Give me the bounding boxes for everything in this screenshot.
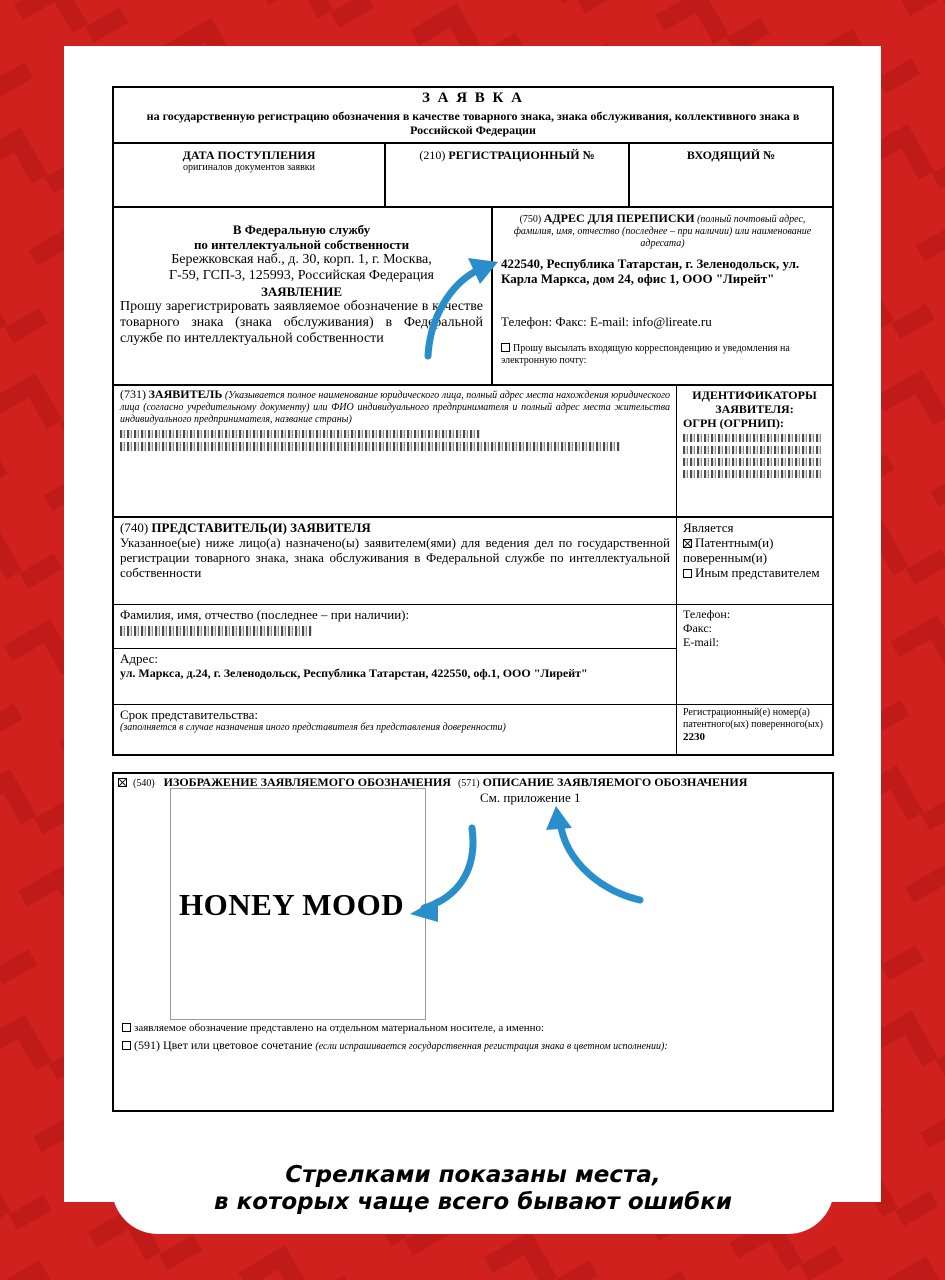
applicant-code: (731) — [120, 387, 146, 401]
ogrn-label: ОГРН (ОГРНИП): — [683, 416, 784, 430]
banner-line-1: Стрелками показаны места, — [285, 1162, 661, 1188]
agency-address-2: Г-59, ГСП-3, 125993, Российская Федерация — [169, 268, 434, 283]
application-form — [112, 86, 834, 756]
correspondence-address: 422540, Республика Татарстан, г. Зеленодольск, ул. Карла Маркса, дом 24, офис 1, ООО "Лирейт" — [501, 256, 800, 286]
registration-code: (210) — [419, 148, 446, 162]
designation-form — [112, 772, 834, 1112]
color-checkbox[interactable] — [122, 1041, 131, 1050]
rep-address-label: Адрес: — [120, 651, 158, 666]
mark-text: HONEY MOOD — [179, 887, 405, 922]
form-header — [114, 90, 832, 137]
description-code: (571) — [457, 778, 480, 789]
image-code: (540) — [133, 778, 155, 789]
rep-phone-label: Телефон: — [683, 607, 731, 621]
rep-email-label: E-mail: — [683, 635, 719, 649]
redacted-ogrn-3 — [683, 458, 823, 466]
redacted-ogrn-4 — [683, 470, 823, 478]
term-hint: (заполняется в случае назначения иного представителя без представления доверенности) — [120, 722, 506, 733]
statement-text: Прошу зарегистрировать заявляемое обозначение в качестве товарного знака (знака обслуживания) в Федеральной службе по интеллектуальной собственности — [120, 299, 483, 346]
agency-line-2: по интеллектуальной собственности — [193, 237, 410, 252]
fio-label: Фамилия, имя, отчество (последнее – при наличии): — [120, 607, 410, 622]
patent-attorney-checkbox[interactable] — [683, 539, 692, 548]
representative-label: ПРЕДСТАВИТЕЛЬ(И) ЗАЯВИТЕЛЯ — [151, 520, 371, 535]
mark-image-box — [170, 788, 426, 1020]
agency-line-1: В Федеральную службу — [232, 222, 371, 237]
receipt-date-label: ДАТА ПОСТУПЛЕНИЯ — [182, 148, 316, 162]
rep-address-value: ул. Маркса, д.24, г. Зеленодольск, Республика Татарстан, 422550, оф.1, ООО "Лирейт" — [120, 666, 588, 680]
receipt-date-cell — [114, 142, 384, 206]
term-label: Срок представительства: — [120, 707, 259, 722]
rep-address-cell — [114, 648, 676, 704]
material-carrier-checkbox[interactable] — [122, 1023, 131, 1032]
correspondence-hint: (полный почтовый адрес, фамилия, имя, отчество (последнее – при наличии) или наименование адресата) — [513, 214, 812, 249]
tip-banner — [112, 1142, 834, 1234]
other-representative-label: Иным представителем — [695, 565, 820, 580]
correspondence-contacts: Телефон: Факс: E-mail: info@lireate.ru — [501, 314, 712, 329]
correspondence-cell — [491, 206, 832, 384]
color-row — [122, 1038, 822, 1053]
other-representative-checkbox[interactable] — [683, 569, 692, 578]
representative-cell — [114, 516, 676, 604]
correspondence-label: АДРЕС ДЛЯ ПЕРЕПИСКИ — [543, 211, 695, 225]
form-subtitle: на государственную регистрацию обозначения в качестве товарного знака, знака обслуживания, коллективного знака в Российской Федерации — [146, 109, 800, 137]
registration-number-cell — [384, 142, 628, 206]
applicant-hint: (Указывается полное наименование юридического лица, полный адрес места нахождения юридического лица (согласно учредительному документу) или ФИО индивидуального предпринимателя и полный адрес места жительства индивидуального предпринимателя, название страны) — [120, 390, 670, 425]
description-label: ОПИСАНИЕ ЗАЯВЛЯЕМОГО ОБОЗНАЧЕНИЯ — [482, 775, 748, 789]
regnum-value: 2230 — [683, 731, 705, 743]
regnum-cell — [676, 704, 832, 756]
description-value: См. приложение 1 — [480, 790, 581, 805]
applicant-ids-label: ИДЕНТИФИКАТОРЫ ЗАЯВИТЕЛЯ: — [692, 388, 817, 416]
is-label: Является — [683, 520, 734, 535]
banner-line-2: в которых чаще всего бывают ошибки — [214, 1189, 732, 1215]
redacted-applicant-line-1 — [120, 430, 480, 438]
applicant-ids-cell — [676, 384, 832, 516]
rep-fax-label: Факс: — [683, 621, 712, 635]
patent-attorney-label: Патентным(и) поверенным(и) — [683, 535, 774, 565]
color-hint: (если испрашивается государственная регистрация знака в цветном исполнении): — [315, 1041, 668, 1052]
fio-cell — [114, 604, 676, 648]
material-note-text: заявляемое обозначение представлено на отдельном материальном носителе, а именно: — [134, 1022, 545, 1034]
material-note — [122, 1022, 822, 1035]
redacted-ogrn-1 — [683, 434, 823, 442]
term-cell — [114, 704, 676, 756]
incoming-number-cell — [628, 142, 832, 206]
rep-contacts-cell — [676, 604, 832, 704]
redacted-ogrn-2 — [683, 446, 823, 454]
registration-label: РЕГИСТРАЦИОННЫЙ № — [448, 148, 595, 162]
form-title: З А Я В К А — [421, 90, 525, 106]
incoming-label: ВХОДЯЩИЙ № — [686, 148, 776, 162]
representative-code: (740) — [120, 520, 149, 535]
representative-type-cell — [676, 516, 832, 604]
email-consent-checkbox[interactable] — [501, 343, 510, 352]
regnum-label: Регистрационный(е) номер(а) патентного(ых) поверенного(ых) — [683, 707, 823, 730]
image-checkbox[interactable] — [118, 778, 127, 787]
agency-address-1: Бережковская наб., д. 30, корп. 1, г. Москва, — [171, 252, 432, 267]
email-consent-label: Прошу высылать входящую корреспонденцию и уведомления на электронную почту: — [501, 343, 790, 366]
agency-cell — [114, 206, 491, 384]
applicant-cell — [114, 384, 676, 516]
color-label: (591) Цвет или цветовое сочетание — [134, 1038, 313, 1052]
representative-text: Указанное(ые) ниже лицо(а) назначено(ы) заявителем(ями) для ведения дел по государственной регистрации товарного знака, знака обслуживания в Федеральной службе по интеллектуальной собственности — [120, 535, 670, 580]
image-label: ИЗОБРАЖЕНИЕ ЗАЯВЛЯЕМОГО ОБОЗНАЧЕНИЯ — [163, 775, 451, 789]
redacted-applicant-line-2 — [120, 442, 620, 451]
statement-label: ЗАЯВЛЕНИЕ — [260, 284, 343, 299]
applicant-label: ЗАЯВИТЕЛЬ — [148, 387, 223, 401]
redacted-fio — [120, 626, 312, 636]
receipt-date-sub: оригиналов документов заявки — [182, 162, 316, 173]
correspondence-code: (750) — [519, 214, 542, 225]
